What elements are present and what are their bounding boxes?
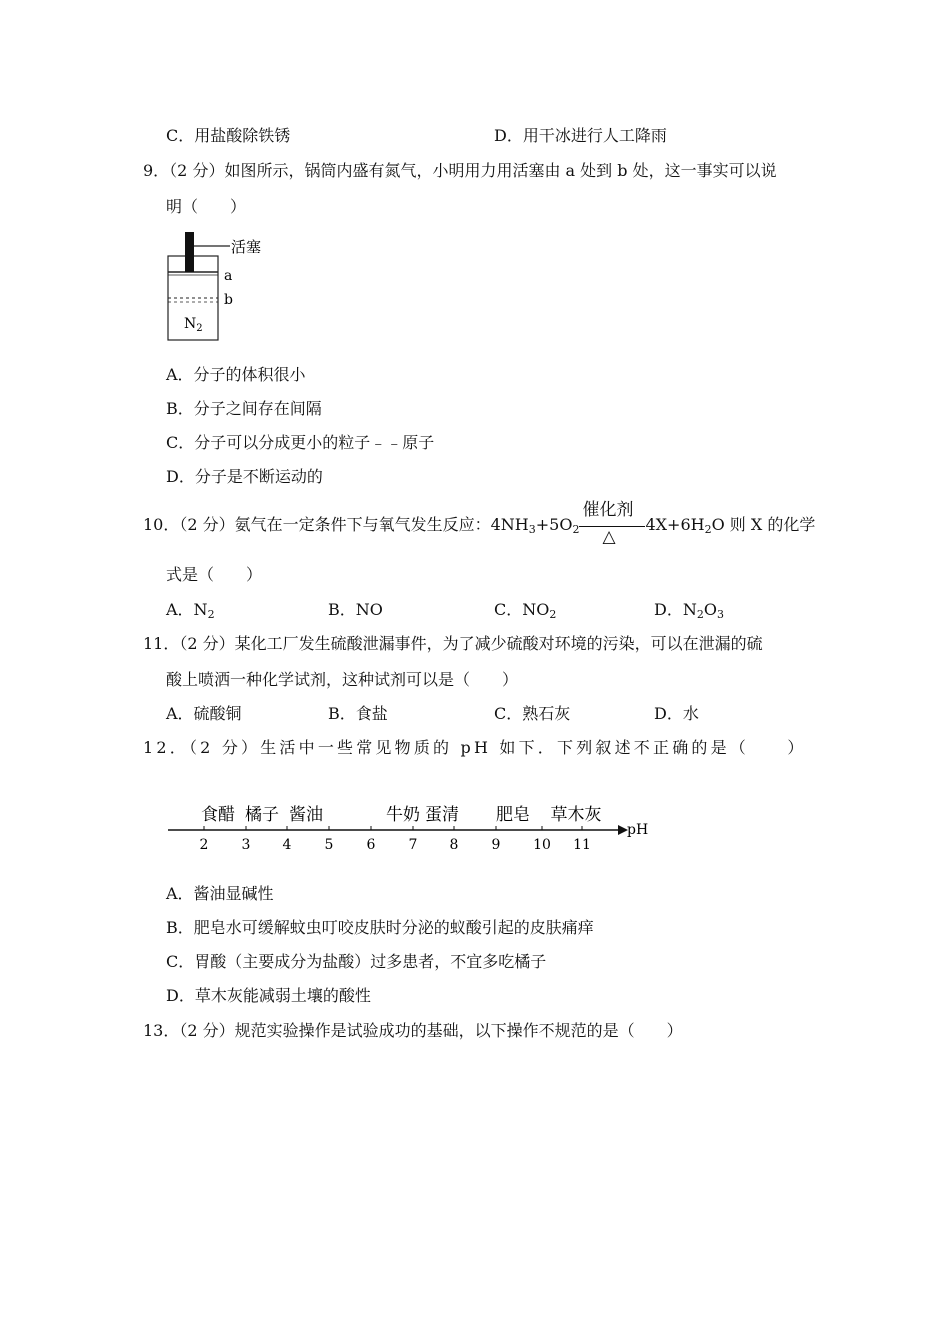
b-label: b <box>224 292 233 308</box>
q9-option-d: D．分子是不断运动的 <box>166 467 323 486</box>
q10-stem-line2: 式是（ ） <box>166 565 263 584</box>
ph-scale-figure <box>160 792 660 858</box>
ph-tick-label: 9 <box>491 837 501 853</box>
ph-axis-label: pH <box>627 822 649 838</box>
reaction-condition <box>579 500 645 547</box>
q11-option-d: D．水 <box>654 704 699 723</box>
ph-tick-label: 2 <box>199 837 209 853</box>
q10-stem-line1: 10．（2 分）氨气在一定条件下与氧气发生反应：$4NH_3+5O_2$ 催化剂 △ $4X+6H_2O$ 则 X 的化学 <box>143 500 816 547</box>
ph-tick-label: 10 <box>533 837 551 853</box>
ph-tick-label: 3 <box>241 837 251 853</box>
ph-substance-label: 橘子 <box>245 805 279 825</box>
q9-option-c: C．分子可以分成更小的粒子﹣﹣原子 <box>166 433 435 452</box>
ph-tick-label: 7 <box>408 837 418 853</box>
q11-option-a: A．硫酸铜 <box>166 704 242 723</box>
q11-stem-line2: 酸上喷洒一种化学试剂，这种试剂可以是（ ） <box>166 670 519 689</box>
piston-rod <box>185 232 194 272</box>
ph-tick-label: 5 <box>324 837 334 853</box>
ph-substance-label: 蛋清 <box>425 805 459 825</box>
q12-option-b: B．肥皂水可缓解蚊虫叮咬皮肤时分泌的蚁酸引起的皮肤痛痒 <box>166 918 594 937</box>
q13-stem-line1: 13．（2 分）规范实验操作是试验成功的基础，以下操作不规范的是（ ） <box>143 1021 683 1040</box>
heat-symbol: △ <box>602 527 616 547</box>
ph-tick-label: 11 <box>573 837 591 853</box>
piston-label: 活塞 <box>231 238 262 256</box>
q8-option-c: C．用盐酸除铁锈 <box>166 126 291 145</box>
q12-stem-line1: 12．（2 分）生活中一些常见物质的 pH 如下．下列叙述不正确的是（ ） <box>143 738 807 757</box>
catalyst-label: 催化剂 <box>582 500 634 520</box>
q12-option-c: C．胃酸（主要成分为盐酸）过多患者，不宜多吃橘子 <box>166 952 547 971</box>
q12-option-d: D．草木灰能减弱土壤的酸性 <box>166 986 371 1005</box>
ph-substance-label: 酱油 <box>289 805 323 825</box>
q11-stem-line1: 11．（2 分）某化工厂发生硫酸泄漏事件，为了减少硫酸对环境的污染，可以在泄漏的硫 <box>143 634 763 653</box>
a-label: a <box>224 268 233 284</box>
q11-option-b: B．食盐 <box>328 704 388 723</box>
ph-tick-label: 4 <box>282 837 292 853</box>
q9-stem-line2: 明（ ） <box>166 197 247 216</box>
q10-option-a: A．$N_2$ <box>166 600 215 621</box>
q10-option-b: B．NO <box>328 600 383 619</box>
q9-stem-line1: 9．（2 分）如图所示，锅筒内盛有氮气，小明用力用活塞由 a 处到 b 处，这一事实可以说 <box>143 161 777 180</box>
q10-option-c: C．$NO_2$ <box>494 600 557 621</box>
q9-piston-figure <box>160 228 290 344</box>
ph-tick-label: 6 <box>366 837 376 853</box>
ph-tick-label: 8 <box>449 837 459 853</box>
ph-substance-label: 食醋 <box>201 805 235 825</box>
q8-option-d: D．用干冰进行人工降雨 <box>494 126 667 145</box>
gas-label: $N_2$ <box>184 316 203 334</box>
ph-substance-label: 草木灰 <box>550 805 602 825</box>
q10-option-d: D．$N_2O_3$ <box>654 600 724 621</box>
q12-option-a: A．酱油显碱性 <box>166 884 274 903</box>
q9-option-b: B．分子之间存在间隔 <box>166 399 322 418</box>
q11-option-c: C．熟石灰 <box>494 704 571 723</box>
ph-substance-label: 肥皂 <box>496 805 530 825</box>
ph-substance-label: 牛奶 <box>386 805 420 825</box>
q9-option-a: A．分子的体积很小 <box>166 365 306 384</box>
